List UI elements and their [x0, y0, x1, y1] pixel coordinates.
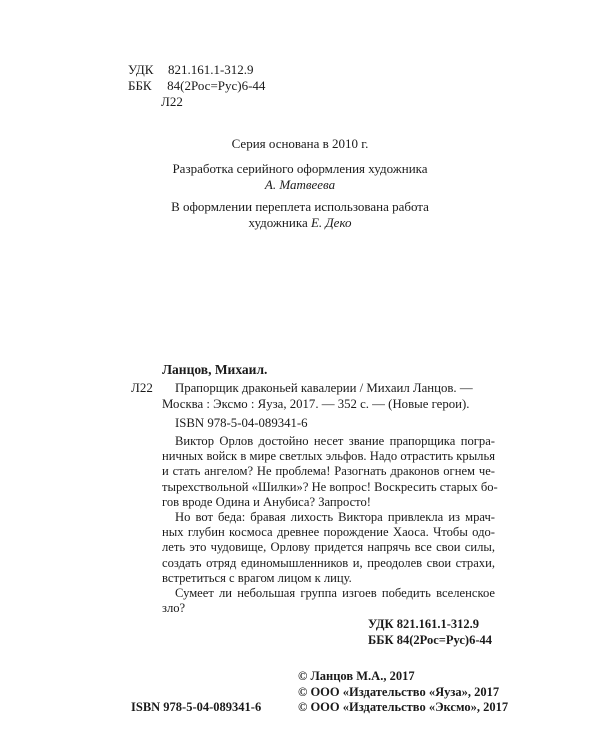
udk-row — [128, 62, 254, 77]
bib-title-line-2: Москва : Эксмо : Яуза, 2017. — 352 с. — (Новые герои). — [162, 397, 470, 411]
annotation-line: зло? — [162, 601, 186, 616]
cover-artist: Е. Деко — [310, 215, 352, 230]
annotation — [162, 434, 498, 616]
author-heading: Ланцов, Михаил. — [162, 362, 268, 377]
annotation-line: леть это чудовище, Орлову придется напрячь все свои силы, — [162, 540, 495, 555]
copyright-eksmo: © ООО «Издательство «Эксмо», 2017 — [298, 700, 509, 714]
annotation-line: встретиться с врагом лицом к лицу. — [162, 570, 352, 585]
udk-bottom: УДК 821.161.1-312.9 — [368, 617, 479, 631]
annotation-line: и стать ангелом? Не проблема! Разогнать драконов огнем че- — [162, 464, 495, 479]
bbk-value: 84(2Рос=Рус)6-44 — [167, 78, 266, 93]
bib-isbn: ISBN 978-5-04-089341-6 — [175, 416, 308, 430]
author-mark-bib: Л22 — [131, 380, 153, 395]
udk-label: УДК — [128, 62, 154, 77]
copyright-block — [298, 669, 508, 716]
author-mark-top: Л22 — [161, 94, 183, 109]
series-note — [130, 136, 470, 152]
cover-credit — [130, 199, 470, 231]
annotation-line: Виктор Орлов достойно несет звание прапорщика погра- — [175, 434, 495, 448]
annotation-line: тырехствольной «Шилки»? Не вопрос! Воскресить старых бо- — [162, 479, 498, 494]
bbk-bottom: ББК 84(2Рос=Рус)6-44 — [368, 633, 492, 647]
cover-credit-line-2 — [130, 215, 470, 231]
annotation-line: Но вот беда: бравая лихость Виктора привлекла из мрач- — [175, 510, 495, 525]
isbn-bottom: ISBN 978-5-04-089341-6 — [131, 700, 262, 714]
bbk-label: ББК — [128, 78, 152, 93]
design-credit — [130, 161, 470, 193]
bib-title-line-1: Прапорщик драконьей кавалерии / Михаил Ланцов. — — [175, 381, 473, 395]
annotation-line: создать отряд единомышленников и, преодолев свои страхи, — [162, 555, 495, 570]
cover-credit-prefix: художника — [248, 215, 308, 230]
copyright-yauza: © ООО «Издательство «Яуза», 2017 — [298, 684, 500, 699]
series-line: Серия основана в 2010 г. — [231, 136, 369, 151]
annotation-line: гов вроде Одина и Анубиса? Запросто! — [162, 494, 371, 509]
annotation-line: ничных войск в мире светлых эльфов. Надо отрастить крылья — [162, 449, 495, 464]
copyright-author: © Ланцов М.А., 2017 — [298, 669, 415, 683]
design-credit-line: Разработка серийного оформления художника — [172, 161, 428, 176]
udk-value: 821.161.1-312.9 — [167, 62, 254, 77]
cover-credit-line: В оформлении переплета использована работа — [171, 199, 429, 214]
annotation-line: Сумеет ли небольшая группа изгоев победить вселенское — [175, 586, 495, 601]
annotation-line: ных глубин космоса древнее порождение Хаоса. Чтобы одо- — [162, 525, 495, 540]
bbk-row — [128, 78, 265, 93]
design-artist: А. Матвеева — [264, 177, 336, 192]
